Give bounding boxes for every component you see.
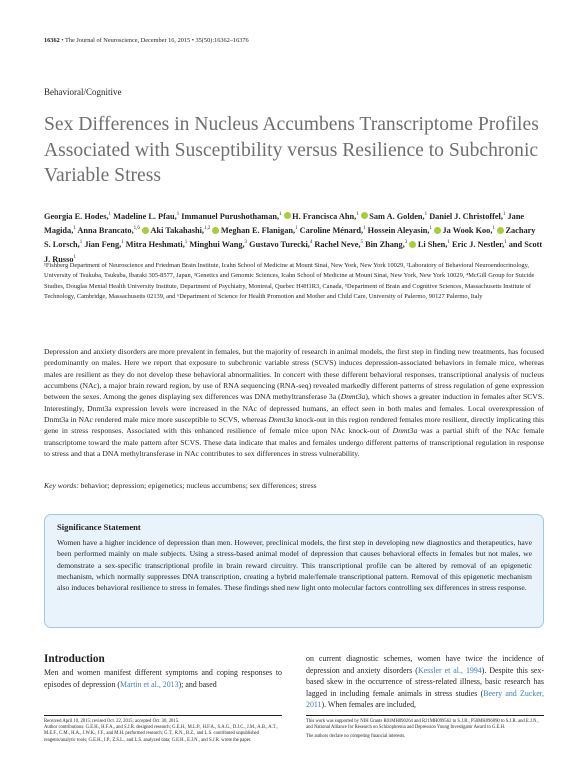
footnotes-left: [44, 719, 284, 744]
affiliation-marker: 3: [404, 240, 408, 246]
affiliation-marker: 1: [108, 212, 112, 217]
author-name: Madeline L. Pfau,: [113, 211, 177, 221]
author-name: Hossein Aleyasin,: [367, 226, 430, 236]
section-label: Behavioral/Cognitive: [44, 87, 122, 97]
intro-left-column: [44, 667, 282, 690]
affiliation-marker: 1: [176, 212, 180, 217]
orcid-icon[interactable]: [434, 227, 441, 234]
abstract-text-3: knock-out in this region rendered females more resilient, directly implicating this gene in stress responses. Associated with this enhanced resilience of female mice upon NAc knock-out of: [44, 415, 544, 436]
affiliation-marker: 1: [492, 226, 495, 232]
affiliation-marker: 1: [504, 240, 507, 246]
conflict-note: The authors declare no competing financial interests.: [306, 733, 406, 739]
keywords: [44, 481, 544, 490]
orcid-icon[interactable]: [409, 241, 416, 248]
received-dates: Received April 10, 2015; revised Oct. 22, 2015; accepted Oct. 30, 2015.: [44, 719, 180, 724]
author: [44, 212, 111, 221]
affiliation-marker: 1: [447, 240, 450, 246]
page-number: 16362: [44, 37, 60, 44]
gene-name: Dnmt3a: [392, 426, 418, 436]
affiliation-marker: 1: [73, 254, 77, 260]
author: [409, 240, 450, 249]
affiliation-marker: 1: [502, 212, 506, 217]
author: [300, 226, 366, 235]
affiliation-marker: 1: [73, 226, 76, 232]
article-title: Sex Differences in Nucleus Accumbens Transcriptome Profiles Associated with Susceptibility versus Resilience to Subchronic Variable Stress: [44, 114, 539, 186]
citation-link[interactable]: Martin et al., 2013: [120, 679, 179, 689]
author: [142, 226, 210, 235]
author-name: Li Shen,: [417, 240, 448, 250]
author-contributions: Author contributions: G.E.H., H.F.A., and S.J.R. designed research; G.E.H., M.L.P., H.F.A., S.A.G., D.J.C., J.M., A.B., A.T., M.E.F., C.M., H.A., J.W.K., J.F., and M.H. performed research; G.T., R.N., B.Z., and L.S. contributed unpublished reagents/analytic tools; G.E.H., I.P., Z.S.L., and L.S. analyzed data; G.E.H., E.J.N., and S.J.R. wrote the paper.: [44, 725, 278, 743]
author-name: and Scott J. Russo: [44, 240, 543, 264]
author-name: Rachel Neve,: [314, 240, 361, 250]
author: [368, 226, 432, 235]
author: [84, 240, 123, 249]
author-name: Immanuel Purushothaman,: [181, 211, 280, 221]
author-name: Eric J. Nestler,: [451, 240, 505, 250]
author-name: H. Francisca Ahn,: [292, 211, 357, 221]
footnote-rule: [306, 715, 544, 716]
orcid-icon[interactable]: [497, 227, 504, 234]
affiliation-marker: 1: [424, 212, 428, 217]
author-name: Anna Brancato,: [77, 226, 134, 236]
funding-note: This work was supported by NIH Grants R01MH090264 and R21MH099562 to S.J.R., P50MH096890 to S.J.R. and E.J.N., and National Alliance for Research on Schizophrenia and Depression Young Investigator Award to G.E.H.: [306, 719, 539, 731]
author: [212, 226, 297, 235]
author: [314, 240, 363, 249]
author: [429, 212, 505, 221]
intro-right-column: [306, 653, 544, 711]
author-name: Sam A. Golden,: [369, 211, 425, 221]
abstract: [44, 346, 544, 459]
author: [365, 240, 407, 249]
significance-heading: Significance Statement: [57, 522, 141, 532]
gene-name: Dnmt3a: [340, 392, 366, 402]
orcid-icon[interactable]: [284, 212, 291, 219]
author-name: Bin Zhang,: [365, 240, 405, 250]
affiliation-marker: 1,6: [133, 226, 140, 232]
author-name: Gustavo Turecki,: [249, 240, 310, 250]
affiliation-marker: 3: [244, 240, 248, 246]
affiliation-marker: 1: [121, 240, 124, 246]
affiliation-marker: 1: [295, 226, 298, 232]
gene-name: Dnmt3a: [268, 415, 294, 425]
abstract-text-1: Depression and anxiety disorders are more prevalent in females, but the majority of research in animal models, the first step in finding new treatments, has focused predominantly on males. Here we report that exposure to subchronic variable stress (SCVS) induces depression-associated behaviors in female mice, whereas males are resilient as they do not develop these behavioral abnormalities. In concert with these different behavioral responses, transcriptional analysis of nucleus accumbens (NAc), a major brain reward region, by use of RNA sequencing (RNA-seq) revealed markedly different patterns of stress regulation of gene expression between the sexes. Among the genes displaying sex differences was DNA methyltransferase 3a (: [44, 347, 544, 402]
intro-text: ); and based: [178, 679, 217, 689]
affiliation-marker: 1: [356, 212, 359, 217]
author-name: Georgia E. Hodes,: [44, 211, 109, 221]
author-name: Jian Feng,: [84, 240, 122, 250]
author: [434, 226, 495, 235]
affiliation-marker: 1: [279, 212, 282, 217]
author: [284, 212, 359, 221]
author: [452, 240, 507, 249]
significance-text: Women have a higher incidence of depression than men. However, preclinical models, the first step in developing new diagnostics and therapeutics, have been performed mainly on male subjects. Using a stress-based animal model of depression that causes behavioral effects in females but not males, we demonstrate a sex-specific transcriptional profile in brain reward circuitry. This transcriptional profile can be altered by removal of an epigenetic mechanism, which normally suppresses DNA transcription, creating a hybrid male/female transcriptional pattern. Removal of this epigenetic mechanism also induces behavioral resilience to stress in females. These findings shed new light onto molecular factors controlling sex differences in stress response.: [57, 538, 532, 593]
affiliation-marker: 1,2: [204, 226, 211, 232]
affiliation-marker: 4: [309, 240, 313, 246]
orcid-icon[interactable]: [361, 212, 368, 219]
introduction-heading: Introduction: [44, 653, 105, 665]
intro-text: Men and women manifest different symptoms and coping responses to episodes of depression (: [44, 668, 282, 689]
author: [189, 240, 247, 249]
author: [126, 240, 188, 249]
author-name: Aki Takahashi,: [150, 226, 204, 236]
author: [249, 240, 312, 249]
author-name: Ja Wook Koo,: [442, 226, 493, 236]
journal-citation: • The Journal of Neuroscience, December 16, 2015 • 35(50):16362–16376: [59, 37, 249, 44]
author-name: Jane Magida,: [44, 211, 525, 236]
author-name: Caroline Ménard,: [299, 226, 364, 236]
author-name: Daniel J. Christoffel,: [429, 211, 503, 221]
orcid-icon[interactable]: [212, 227, 219, 234]
running-header: [44, 37, 249, 44]
abstract-text-4: was a partial shift of the NAc female transcriptome toward the male pattern after SCVS. These data indicate that males and females undergo different patterns of transcriptional regulation in response to stress and that a DNA methyltransferase in NAc contributes to sex differences in stress vulnerability.: [44, 426, 544, 459]
author-name: Zachary S. Lorsch,: [44, 226, 536, 250]
citation-link[interactable]: Kessler et al., 1994: [417, 665, 482, 675]
affiliation-marker: 1: [79, 240, 83, 246]
affiliation-marker: 1: [184, 240, 188, 246]
author-name: Meghan E. Flanigan,: [220, 226, 296, 236]
abstract-text-2: ), which shows a greater induction in females after SCVS. Interestingly, Dnmt3a expression levels were increased in the NAc of depressed humans, an effect seen in both males and females. Local overexpression of Dnmt3a in NAc rendered male mice more susceptible to SCVS, whereas: [44, 392, 544, 425]
affiliation-marker: 1: [363, 226, 366, 232]
affiliation-marker: 5: [360, 240, 364, 246]
orcid-icon[interactable]: [142, 227, 149, 234]
keywords-text: behavior; depression; epigenetics; nucleus accumbens; sex differences; stress: [78, 481, 317, 490]
author: [77, 226, 140, 235]
intro-text: on current diagnostic schemes, women have twice the incidence of depression and anxiety disorders (: [306, 654, 544, 675]
author: [113, 212, 179, 221]
author-name: Mitra Heshmati,: [125, 240, 185, 250]
intro-text: ). Despite this sex-based skew in the occurrence of stress-related illness, basic research has lagged in including female animals in stress studies (: [306, 665, 544, 698]
footnote-rule: [44, 715, 282, 716]
author-name: Minghui Wang,: [189, 240, 245, 250]
affiliation-marker: 1: [429, 226, 432, 232]
author-list: [44, 209, 544, 266]
citation-link[interactable]: Beery and Zucker, 2011: [306, 688, 544, 710]
affiliations: ¹Fishberg Department of Neuroscience and Friedman Brain Institute, Icahn School of Medicine at Mount Sinai, New York, New York 10029, ²Laboratory of Behavioral Neuroendocrinology, University of Tsukuba, Tsukuba, Ibaraki 305-8577, Japan, ³Genetics and Genomic Sciences, Icahn School of Medicine at Mount Sinai, New York, New York 10029, ⁴McGill Group for Suicide Studies, Douglas Mental Health University Institute, Department of Psychiatry, Montreal, Quebec H4H1R3, Canada, ⁵Department of Brain and Cognitive Sciences, Massachusetts Institute of Technology, Cambridge, Massachusetts 02139, and ⁶Department of Science for Health Promotion and Mother and Child Care, University of Palermo, 90127 Palermo, Italy: [44, 262, 535, 300]
keywords-label: Key words:: [44, 481, 79, 490]
author: [361, 212, 427, 221]
author: [181, 212, 281, 221]
intro-text: ). When females are included,: [321, 700, 416, 710]
footnotes-right: [306, 719, 544, 740]
